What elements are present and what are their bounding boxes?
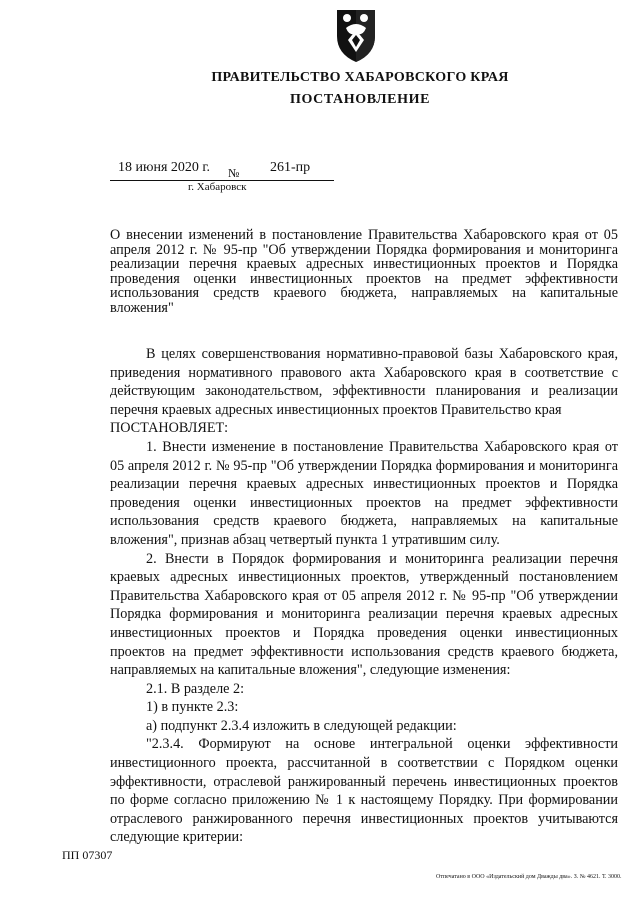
decree-body [110, 345, 618, 847]
decree-number: 261-пр [270, 160, 311, 175]
decree-date: 18 июня 2020 г. [118, 160, 211, 175]
item-1: 1. Внести изменение в постановление Правительства Хабаровского края от 05 апреля 2012 г. № 95-пр "Об утверждении Порядка формирования и мониторинга реализации перечня краевых адресных инвестиционных проектов и Порядка проведения оценки инвестиционных проектов на предмет эффективности использования средств краевого бюджета, направляемых на капитальные вложения", признав абзац четвертый пункта 1 утратившим силу. [110, 438, 618, 548]
government-title: ПРАВИТЕЛЬСТВО ХАБАРОВСКОГО КРАЯ [211, 70, 509, 85]
item-2-1-1: 1) в пункте 2.3: [146, 699, 239, 716]
registration-line [110, 160, 334, 181]
city: г. Хабаровск [188, 181, 247, 193]
resolves-word: ПОСТАНОВЛЯЕТ: [110, 420, 229, 437]
coat-of-arms-icon [333, 6, 379, 64]
document-type-title: ПОСТАНОВЛЕНИЕ [289, 92, 431, 107]
decree-subject: О внесении изменений в постановление Правительства Хабаровского края от 05 апреля 2012 г. № 95-пр "Об утверждении Порядка формирования и мониторинга реализации перечня краевых адресных инвестиционных проектов и Порядка проведения оценки инвестиционных проектов на предмет эффективности использования средств краевого бюджета, направляемых на капитальные вложения" [110, 227, 618, 316]
printing-imprint: Отпечатано в ООО «Издательский дом Дважды два». З. № 4621. Т. 3000. [436, 874, 622, 880]
number-sign: № [228, 166, 240, 180]
item-2-3-4: "2.3.4. Формируют на основе интегральной оценки эффективности инвестиционного проекта, рассчитанной в соответствии с Порядком оценки эффективности, отраслевой ранжированный перечень инвестиционных проектов по форме согласно приложению № 1 к настоящему Порядку. При формировании отраслевого ранжированного перечня инвестиционных проектов учитываются следующие критерии: [110, 736, 618, 846]
document-code: ПП 07307 [62, 848, 113, 862]
item-2-1-1-a: а) подпункт 2.3.4 изложить в следующей редакции: [146, 717, 457, 734]
item-2-1: 2.1. В разделе 2: [146, 680, 245, 697]
item-2: 2. Внести в Порядок формирования и мониторинга реализации перечня краевых адресных инвестиционных проектов, утвержденный постановлением Правительства Хабаровского края от 05 апреля 2012 г. № 95-пр "Об утверждении Порядка формирования и мониторинга реализации перечня краевых адресных инвестиционных проектов и Порядка проведения оценки инвестиционных проектов на предмет эффективности использования средств краевого бюджета, направляемых на капитальные вложения", следующие изменения: [110, 550, 618, 679]
preamble: В целях совершенствования нормативно-правовой базы Хабаровского края, приведения нормативного правового акта Хабаровского края в соответствие с действующим законодательством, эффективности планирования и реализации перечня краевых адресных инвестиционных проектов Правительство края [110, 346, 618, 418]
